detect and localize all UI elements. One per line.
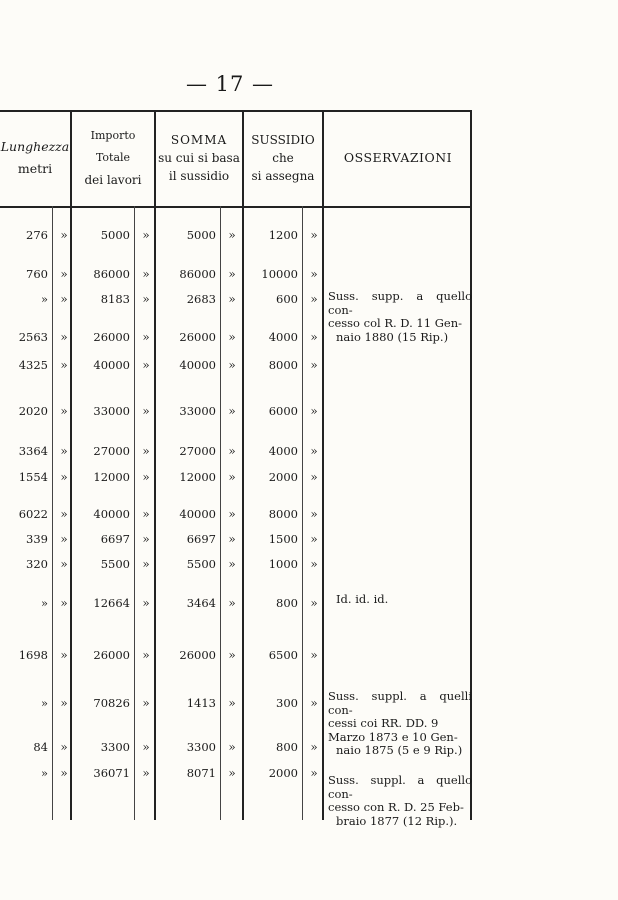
col-rule [154,110,156,820]
cell-ditto-mark: » [60,740,68,754]
col-rule [242,110,244,820]
cell-ditto-mark: » [310,507,318,521]
cell-ditto-mark: » [310,532,318,546]
observation-line: cesso con R. D. 25 Feb- [328,800,464,814]
cell-lunghezza: 3364 [18,444,48,458]
cell-ditto-mark: » [228,557,236,571]
cell-sussidio: 1200 [268,228,298,242]
sub-rule [52,206,53,820]
cell-ditto-mark: » [310,740,318,754]
observation-line: Suss. supp. a quello con- [328,289,472,317]
cell-ditto-mark: » [228,404,236,418]
cell-ditto-mark: » [142,532,150,546]
header-lunghezza-line2: metri [17,161,53,176]
cell-ditto-mark: » [142,596,150,610]
cell-ditto-mark: » [228,358,236,372]
cell-somma: 2683 [186,292,216,306]
cell-ditto-mark: » [310,596,318,610]
cell-lunghezza: » [40,292,48,306]
cell-ditto-mark: » [142,766,150,780]
cell-sussidio: 1500 [268,532,298,546]
cell-lunghezza: » [40,596,48,610]
cell-somma: 26000 [179,330,216,344]
cell-sussidio: 600 [276,292,298,306]
cell-ditto-mark: » [228,507,236,521]
observation-line: Suss. suppl. a quello con- [328,773,472,801]
cell-ditto-mark: » [142,358,150,372]
cell-somma: 12000 [179,470,216,484]
observation-line: naio 1875 (5 e 9 Rip.) [336,743,463,757]
cell-ditto-mark: » [228,532,236,546]
observation-line: cessi coi RR. DD. 9 [328,716,439,730]
observation-line: Id. id. id. [336,592,389,606]
observation-4 [328,774,472,828]
cell-somma: 3300 [186,740,216,754]
cell-importo: 6697 [100,532,130,546]
cell-somma: 27000 [179,444,216,458]
header-lunghezza-line1: Lunghezza [0,139,70,154]
cell-somma: 1413 [186,696,216,710]
cell-importo: 40000 [93,507,130,521]
cell-ditto-mark: » [142,404,150,418]
cell-importo: 26000 [93,330,130,344]
cell-sussidio: 4000 [268,444,298,458]
header-importo-line1: Importo Totale [90,129,136,164]
cell-ditto-mark: » [60,330,68,344]
cell-ditto-mark: » [60,404,68,418]
observation-line: cesso col R. D. 11 Gen- [328,316,462,330]
cell-somma: 5500 [186,557,216,571]
cell-ditto-mark: » [310,766,318,780]
cell-importo: 40000 [93,358,130,372]
cell-ditto-mark: » [60,696,68,710]
cell-ditto-mark: » [228,267,236,281]
sub-rule [220,206,221,820]
cell-ditto-mark: » [228,766,236,780]
header-sussidio-line2: che [272,151,294,165]
cell-ditto-mark: » [60,292,68,306]
cell-sussidio: 6000 [268,404,298,418]
cell-ditto-mark: » [142,507,150,521]
cell-ditto-mark: » [142,330,150,344]
cell-ditto-mark: » [228,292,236,306]
cell-lunghezza: 339 [26,532,48,546]
cell-lunghezza: 276 [26,228,48,242]
cell-lunghezza: » [40,696,48,710]
cell-ditto-mark: » [142,267,150,281]
cell-importo: 12664 [93,596,130,610]
cell-sussidio: 800 [276,740,298,754]
observation-line: Suss. suppl. a quelli con- [328,689,472,717]
cell-somma: 33000 [179,404,216,418]
cell-lunghezza: 1554 [18,470,48,484]
cell-ditto-mark: » [310,358,318,372]
cell-sussidio: 6500 [268,648,298,662]
sub-rule [302,206,303,820]
header-somma [156,110,242,206]
cell-ditto-mark: » [142,557,150,571]
observation-line: braio 1877 (12 Rip.). [336,813,458,828]
sub-rule [134,206,135,820]
cell-somma: 5000 [186,228,216,242]
cell-sussidio: 2000 [268,470,298,484]
cell-ditto-mark: » [60,228,68,242]
cell-ditto-mark: » [310,444,318,458]
cell-somma: 6697 [186,532,216,546]
cell-ditto-mark: » [60,648,68,662]
col-rule [70,110,72,820]
cell-lunghezza: 4325 [18,358,48,372]
header-sussidio [244,110,322,206]
cell-ditto-mark: » [310,470,318,484]
cell-importo: 36071 [93,766,130,780]
cell-somma: 40000 [179,358,216,372]
cell-ditto-mark: » [310,228,318,242]
header-somma-line2: su cui si basa [158,151,240,165]
header-importo-line2: dei lavori [84,173,142,187]
cell-ditto-mark: » [310,330,318,344]
cell-lunghezza: 6022 [18,507,48,521]
observation-1 [328,290,472,344]
cell-ditto-mark: » [142,740,150,754]
cell-ditto-mark: » [310,404,318,418]
cell-lunghezza: 2563 [18,330,48,344]
cell-ditto-mark: » [228,740,236,754]
cell-importo: 5000 [100,228,130,242]
header-somma-line1: SOMMA [170,133,228,147]
observation-line: Marzo 1873 e 10 Gen- [328,729,458,744]
cell-somma: 86000 [179,267,216,281]
cell-ditto-mark: » [142,228,150,242]
page-number: — 17 — [185,72,275,96]
cell-somma: 8071 [186,766,216,780]
cell-sussidio: 2000 [268,766,298,780]
cell-ditto-mark: » [142,696,150,710]
cell-ditto-mark: » [142,292,150,306]
header-importo [72,110,154,206]
cell-sussidio: 300 [276,696,298,710]
cell-ditto-mark: » [228,470,236,484]
cell-importo: 27000 [93,444,130,458]
cell-importo: 86000 [93,267,130,281]
cell-importo: 3300 [100,740,130,754]
cell-ditto-mark: » [142,648,150,662]
cell-importo: 5500 [100,557,130,571]
cell-ditto-mark: » [142,444,150,458]
data-table [0,110,472,828]
cell-ditto-mark: » [310,292,318,306]
header-lunghezza [0,110,70,206]
cell-sussidio: 800 [276,596,298,610]
cell-ditto-mark: » [60,532,68,546]
header-somma-line3: il sussidio [168,169,230,183]
header-osservazioni [324,110,472,206]
cell-ditto-mark: » [60,557,68,571]
cell-ditto-mark: » [60,267,68,281]
cell-ditto-mark: » [310,267,318,281]
cell-ditto-mark: » [228,228,236,242]
header-osservazioni-label: OSSERVAZIONI [343,150,453,165]
cell-ditto-mark: » [228,330,236,344]
header-sussidio-line1: SUSSIDIO [251,133,315,147]
observation-line: naio 1880 (15 Rip.) [336,329,449,344]
cell-sussidio: 4000 [268,330,298,344]
cell-ditto-mark: » [228,696,236,710]
cell-ditto-mark: » [228,444,236,458]
cell-ditto-mark: » [310,696,318,710]
cell-lunghezza: 2020 [18,404,48,418]
cell-ditto-mark: » [60,470,68,484]
cell-importo: 26000 [93,648,130,662]
cell-lunghezza: 320 [26,557,48,571]
cell-ditto-mark: » [60,358,68,372]
cell-lunghezza: 760 [26,267,48,281]
cell-ditto-mark: » [310,557,318,571]
cell-lunghezza: 1698 [18,648,48,662]
cell-sussidio: 1000 [268,557,298,571]
cell-importo: 8183 [100,292,130,306]
cell-importo: 12000 [93,470,130,484]
cell-ditto-mark: » [228,596,236,610]
cell-somma: 40000 [179,507,216,521]
header-sussidio-line3: si assegna [251,169,315,183]
cell-ditto-mark: » [60,596,68,610]
cell-ditto-mark: » [228,648,236,662]
cell-lunghezza: » [40,766,48,780]
cell-somma: 26000 [179,648,216,662]
cell-sussidio: 8000 [268,507,298,521]
cell-sussidio: 10000 [261,267,298,281]
cell-ditto-mark: » [60,766,68,780]
cell-ditto-mark: » [142,470,150,484]
cell-ditto-mark: » [310,648,318,662]
observation-3 [328,690,472,758]
observation-2 [328,593,472,607]
col-rule [322,110,324,820]
cell-importo: 70826 [93,696,130,710]
cell-somma: 3464 [186,596,216,610]
cell-sussidio: 8000 [268,358,298,372]
cell-importo: 33000 [93,404,130,418]
cell-ditto-mark: » [60,507,68,521]
cell-lunghezza: 84 [33,740,48,754]
cell-ditto-mark: » [60,444,68,458]
